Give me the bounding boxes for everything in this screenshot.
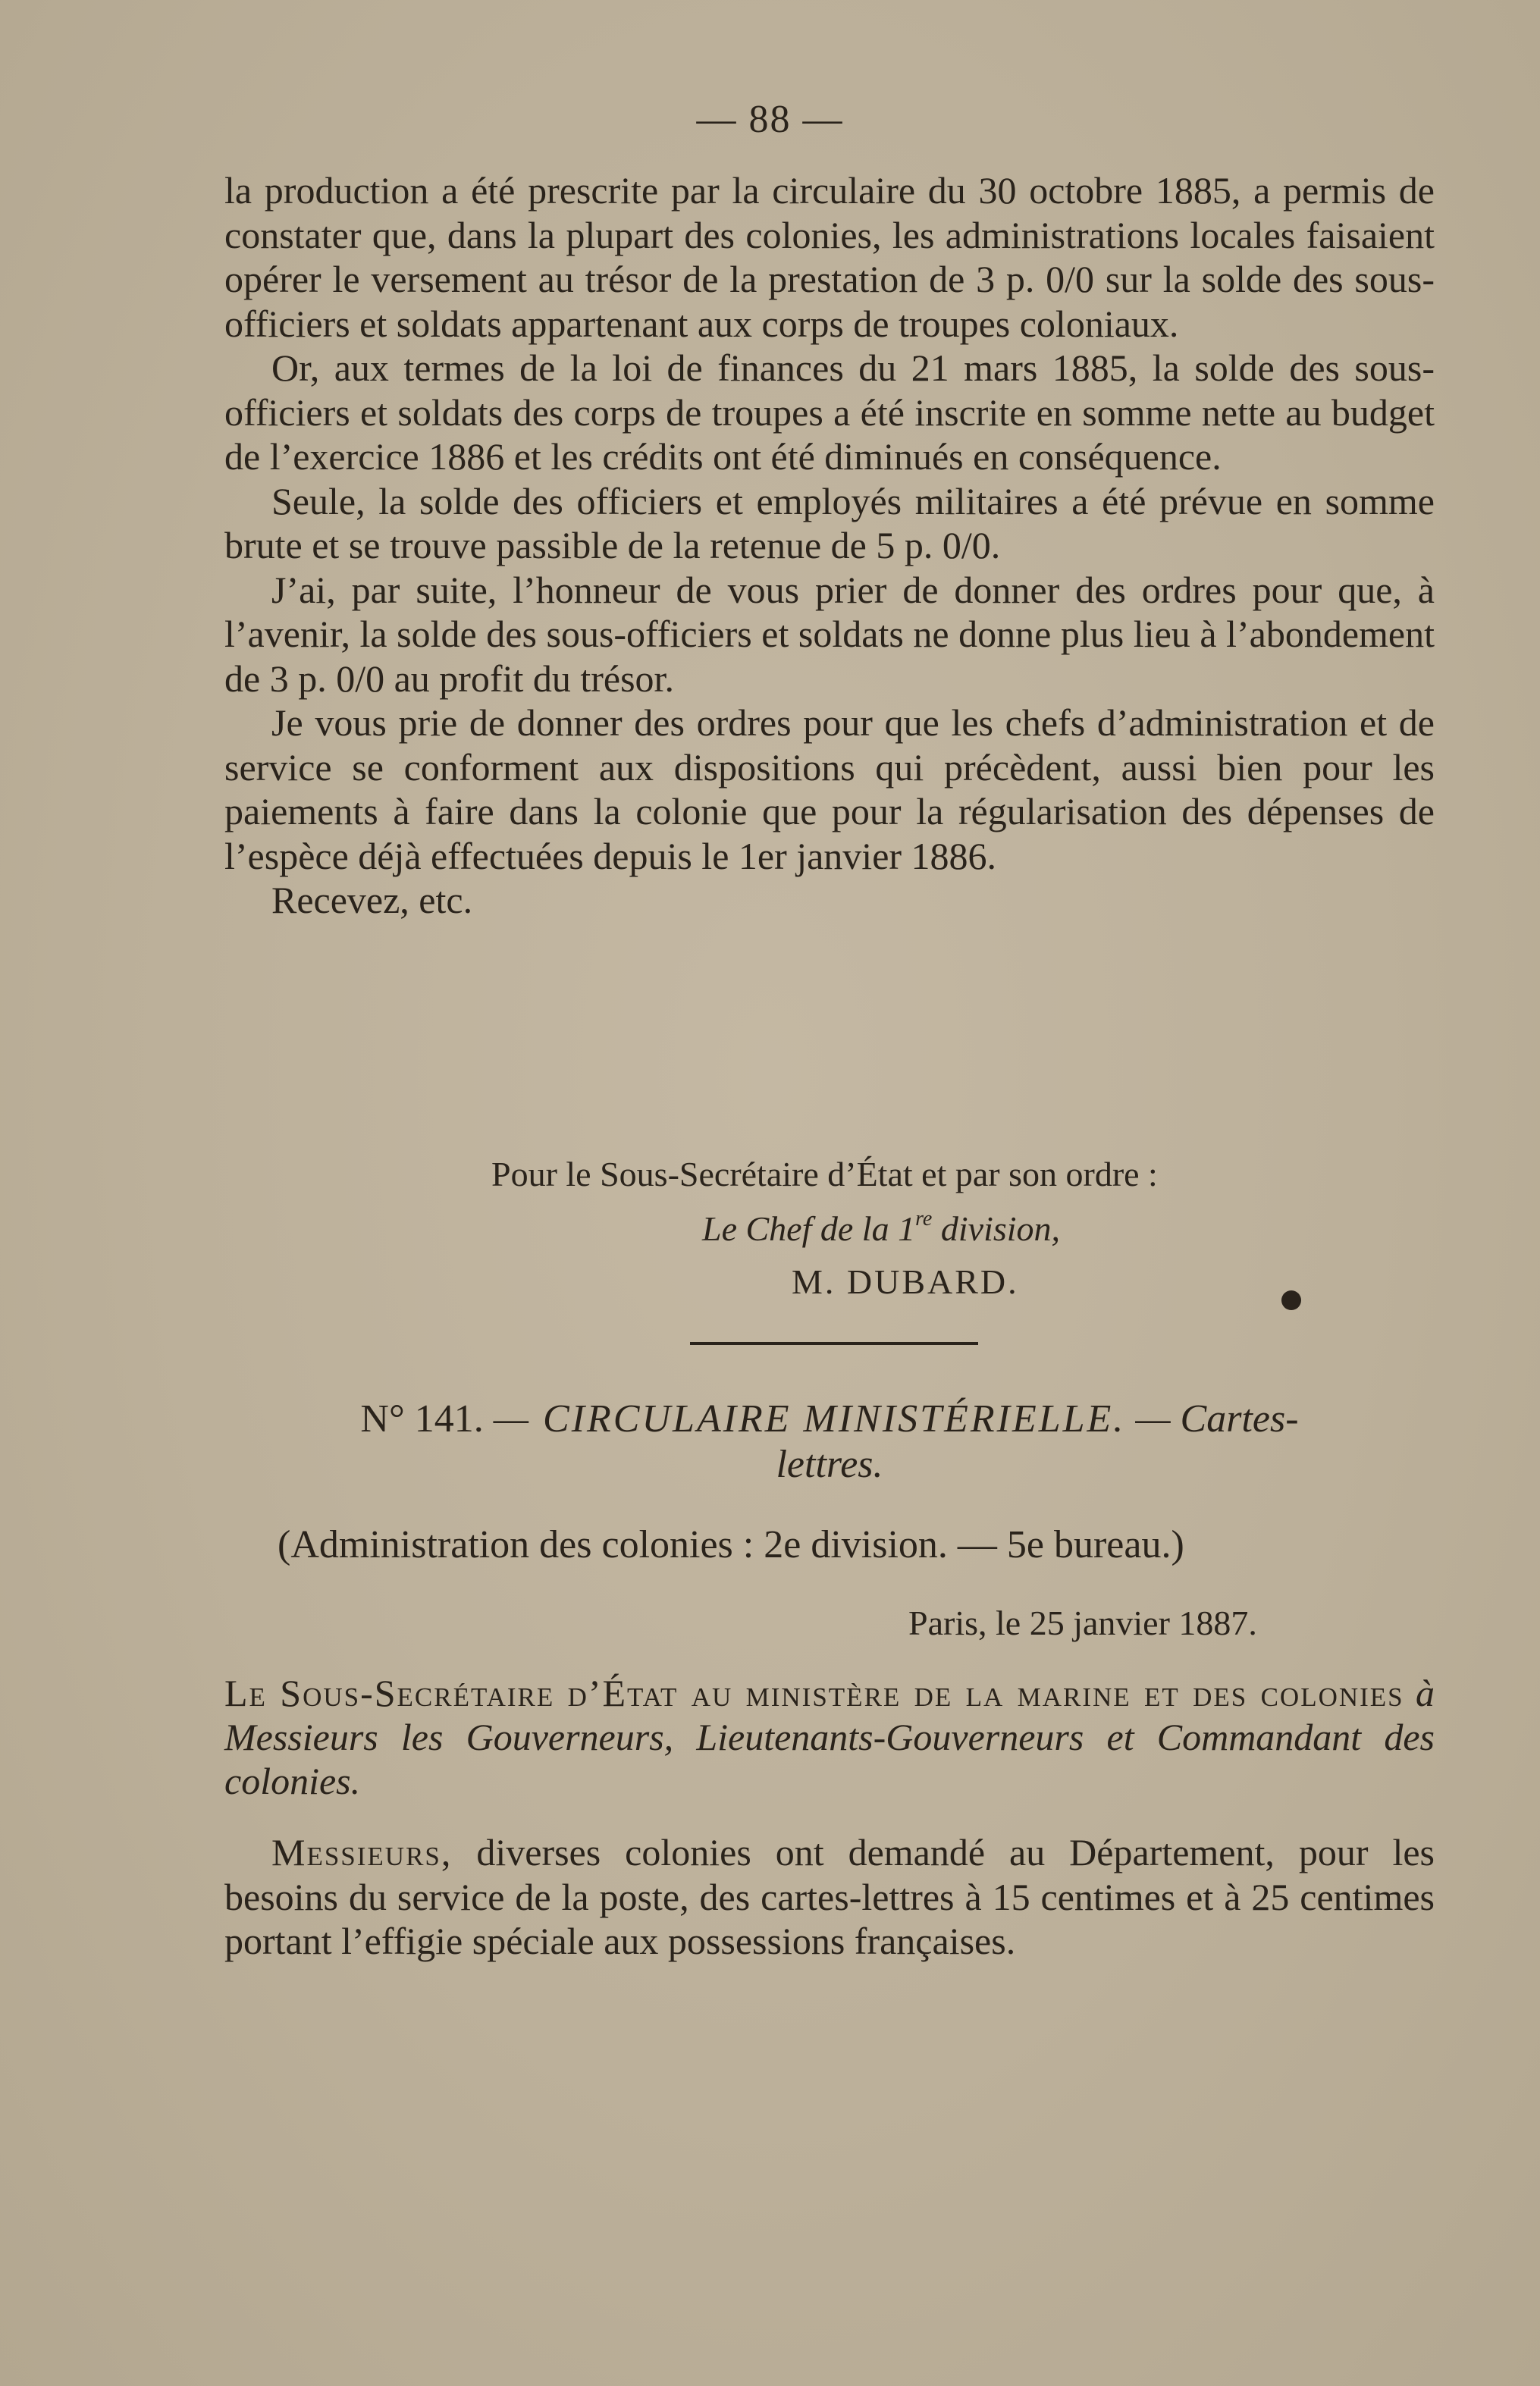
address-sender: Le Sous-Secrétaire d’État au ministère de la marine et des colonies bbox=[224, 1672, 1404, 1714]
circular-number: N° 141. bbox=[360, 1397, 484, 1441]
signature-line-division bbox=[702, 1207, 1060, 1249]
continuation-paragraph: la production a été prescrite par la circulaire du 30 octobre 1885, a permis de constater que, dans la plupart des colonies, les administrations locales faisaient opérer le versement au trésor de la prestation de 3 p. 0/0 sur la solde des sous-officiers et soldats appartenant aux corps de troupes coloniaux. bbox=[224, 169, 1435, 345]
address-block bbox=[224, 1671, 1435, 1803]
circular-text: diverses colonies ont demandé au Département, pour les besoins du service de la poste, des cartes-lettres à 15 centimes et à 25 centimes portant l’effigie spéciale aux possessions françaises. bbox=[224, 1831, 1435, 1962]
signature-division-suffix: division, bbox=[932, 1209, 1061, 1248]
circular-body bbox=[224, 1830, 1435, 1964]
signature-line-order: Pour le Sous-Secrétaire d’État et par son ordre : bbox=[491, 1155, 1158, 1193]
letter-body bbox=[224, 168, 1435, 923]
ink-dot bbox=[1281, 1290, 1301, 1310]
address bbox=[224, 1671, 1435, 1803]
circular-paragraph bbox=[224, 1830, 1435, 1964]
paragraph-instructions: J’ai, par suite, l’honneur de vous prier de donner des ordres pour que, à l’avenir, la solde des sous-officiers et soldats ne donne plus lieu à l’abondement de 3 p. 0/0 au profit du trésor. bbox=[224, 568, 1435, 700]
signature-division-sup: re bbox=[915, 1207, 933, 1231]
dateline: Paris, le 25 janvier 1887. bbox=[908, 1604, 1257, 1642]
circular-title: — CIRCULAIRE MINISTÉRIELLE. bbox=[493, 1397, 1126, 1441]
address-recipients: à Messieurs les Gouverneurs, Lieutenants-Gouverneurs et Commandant des colonies. bbox=[224, 1672, 1435, 1802]
paragraph-administration-chiefs: Je vous prie de donner des ordres pour que les chefs d’administration et de service se conforment aux dispositions qui précèdent, aussi bien pour les paiements à faire dans la colonie que pour la régularisation des dépenses de l’espèce déjà effectuées depuis le 1er janvier 1886. bbox=[224, 701, 1435, 877]
closing-formula: Recevez, etc. bbox=[271, 879, 473, 921]
paragraph-officers-pay: Seule, la solde des officiers et employés militaires a été prévue en somme brute et se trouve passible de la retenue de 5 p. 0/0. bbox=[224, 479, 1435, 566]
administration-line: (Administration des colonies : 2e division. — 5e bureau.) bbox=[278, 1523, 1184, 1566]
salutation: Messieurs, bbox=[271, 1831, 453, 1873]
circular-heading bbox=[224, 1397, 1435, 1488]
paragraph-finance-law: Or, aux termes de la loi de finances du 21 mars 1885, la solde des sous-officiers et soldats des corps de troupes a été inscrite en somme nette au budget de l’exercice 1886 et les crédits ont été diminués en conséquence. bbox=[224, 346, 1435, 478]
signature-division-prefix: Le Chef de la 1 bbox=[702, 1209, 916, 1248]
page-number: — 88 — bbox=[696, 98, 844, 141]
circular-subject: — Cartes- bbox=[1135, 1397, 1299, 1441]
section-divider bbox=[690, 1342, 978, 1345]
circular-subject-cont: lettres. bbox=[776, 1443, 883, 1486]
signature-name: M. DUBARD. bbox=[792, 1262, 1019, 1301]
